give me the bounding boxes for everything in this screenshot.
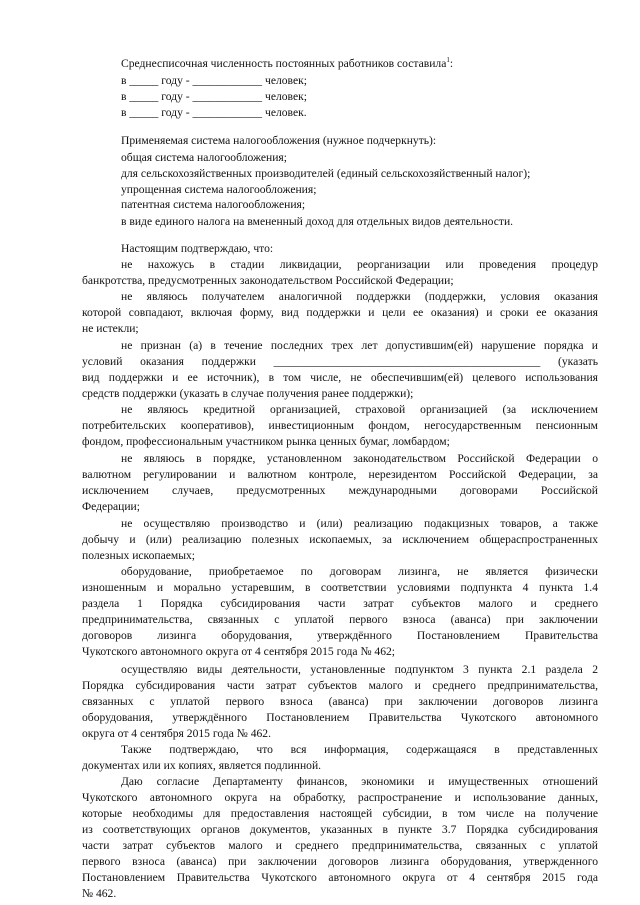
confirm-line: связанных с уплатой первого взноса (аванса) при заключении договоров лизинга [82, 695, 598, 708]
confirm-line: Федерации; [82, 500, 140, 513]
confirm-line: Также подтверждаю, что вся информация, содержащаяся в представленных [121, 743, 598, 756]
confirm-line: добычу и (или) реализацию полезных ископаемых, за исключением общераспространенных [82, 533, 598, 546]
confirm-line: Постановлением Правительства Чукотского автономного округа от 4 сентября 2015 года [82, 871, 598, 884]
workforce-heading: Среднесписочная численность постоянных работников составила$^1$: [121, 56, 454, 70]
confirm-line: Порядка субсидирования части затрат субъектов малого и среднего предпринимательства, [82, 679, 598, 692]
confirm-line: не нахожусь в стадии ликвидации, реорганизации или проведения процедур [121, 258, 598, 271]
confirm-line: валютном регулировании и валютном контроле, нерезидентом Российской Федерации, за [82, 468, 598, 481]
confirm-line: не являюсь получателем аналогичной поддержки (поддержки, условия оказания [121, 290, 598, 303]
confirm-line: потребительских кооперативов), инвестиционным фондом, негосударственным пенсионным [82, 419, 598, 432]
confirm-line: исключением случаев, предусмотренных международными договорами Российской [82, 484, 598, 497]
confirm-line: оборудование, приобретаемое по договорам лизинга, не является физически [121, 565, 598, 578]
confirm-line: не являюсь кредитной организацией, страховой организацией (за исключением [121, 403, 598, 416]
workforce-row: в _____ году - ____________ человек. [121, 106, 307, 119]
confirm-line: не признан (а) в течение последних трех лет допустившим(ей) нарушение порядка и [121, 339, 598, 352]
confirm-line: округа от 4 сентября 2015 года № 462. [82, 727, 271, 740]
confirm-line: осуществляю виды деятельности, установленные подпунктом 3 пункта 2.1 раздела 2 [121, 663, 598, 676]
confirm-line: которые необходимы для предоставления настоящей субсидии, в том числе на получение [82, 807, 598, 820]
confirm-line: первого взноса (аванса) при заключении договоров лизинга оборудования, утвержденного [82, 855, 598, 868]
confirm-line: предпринимательства, связанных с уплатой первого взноса (аванса) при заключении [82, 613, 598, 626]
confirm-line: полезных ископаемых; [82, 549, 196, 562]
confirm-line: не осуществляю производство и (или) реализацию подакцизных товаров, а также [121, 517, 598, 530]
tax-heading: Применяемая система налогообложения (нужное подчеркнуть): [121, 134, 437, 147]
tax-option: патентная система налогообложения; [121, 198, 306, 211]
confirm-line: оборудования, утверждённого Постановлением Правительства Чукотского автономного [82, 711, 598, 724]
confirm-line: условий оказания поддержки ______________________________________________ (указать [82, 355, 598, 368]
tax-option: упрощенная система налогообложения; [121, 183, 317, 196]
workforce-row: в _____ году - ____________ человек; [121, 74, 307, 87]
confirm-line: части затрат субъектов малого и среднего предпринимательства, связанных с уплатой [82, 839, 598, 852]
confirm-line: не истекли; [82, 322, 139, 335]
tax-option: в виде единого налога на вмененный доход для отдельных видов деятельности. [121, 215, 514, 228]
confirm-line: № 462. [82, 887, 117, 900]
confirm-line: из соответствующих органов документов, указанных в пункте 3.7 Порядка субсидирования [82, 823, 598, 836]
tax-option: общая система налогообложения; [121, 151, 287, 164]
confirm-line: договоров лизинга оборудования, утверждённого Постановлением Правительства [82, 629, 598, 642]
confirm-line: Даю согласие Департаменту финансов, экономики и имущественных отношений [121, 775, 598, 788]
confirm-line: изношенным и морально устаревшим, в соответствии условиями подпункта 4 пункта 1.4 [82, 581, 598, 594]
confirm-line: документах или их копиях, является подлинной. [82, 759, 322, 772]
confirm-line: которой совпадают, включая форму, вид поддержки и цели ее оказания) и сроки ее оказания [82, 306, 598, 319]
workforce-row: в _____ году - ____________ человек; [121, 90, 307, 103]
confirm-line: банкротства, предусмотренных законодательством Российской Федерации; [82, 274, 454, 287]
confirm-line: фондом, профессиональным участником рынка ценных бумаг, ломбардом; [82, 435, 450, 448]
confirm-heading: Настоящим подтверждаю, что: [121, 242, 274, 255]
tax-option: для сельскохозяйственных производителей (единый сельскохозяйственный налог); [121, 167, 531, 180]
confirm-line: раздела 1 Порядка субсидирования части затрат субъектов малого и среднего [82, 597, 598, 610]
confirm-line: Чукотского автономного округа на обработку, распространение и использование данных, [82, 791, 598, 804]
confirm-line: вид поддержки и ее источник), в том числе, не обеспечившим(ей) целевого использования [82, 371, 598, 384]
footnote-mark: 1 [446, 56, 450, 65]
confirm-line: средств поддержки (указать в случае получения ранее поддержки); [82, 387, 414, 400]
confirm-line: Чукотского автономного округа от 4 сентября 2015 года № 462; [82, 645, 396, 658]
confirm-line: не являюсь в порядке, установленном законодательством Российской Федерации о [121, 452, 598, 465]
